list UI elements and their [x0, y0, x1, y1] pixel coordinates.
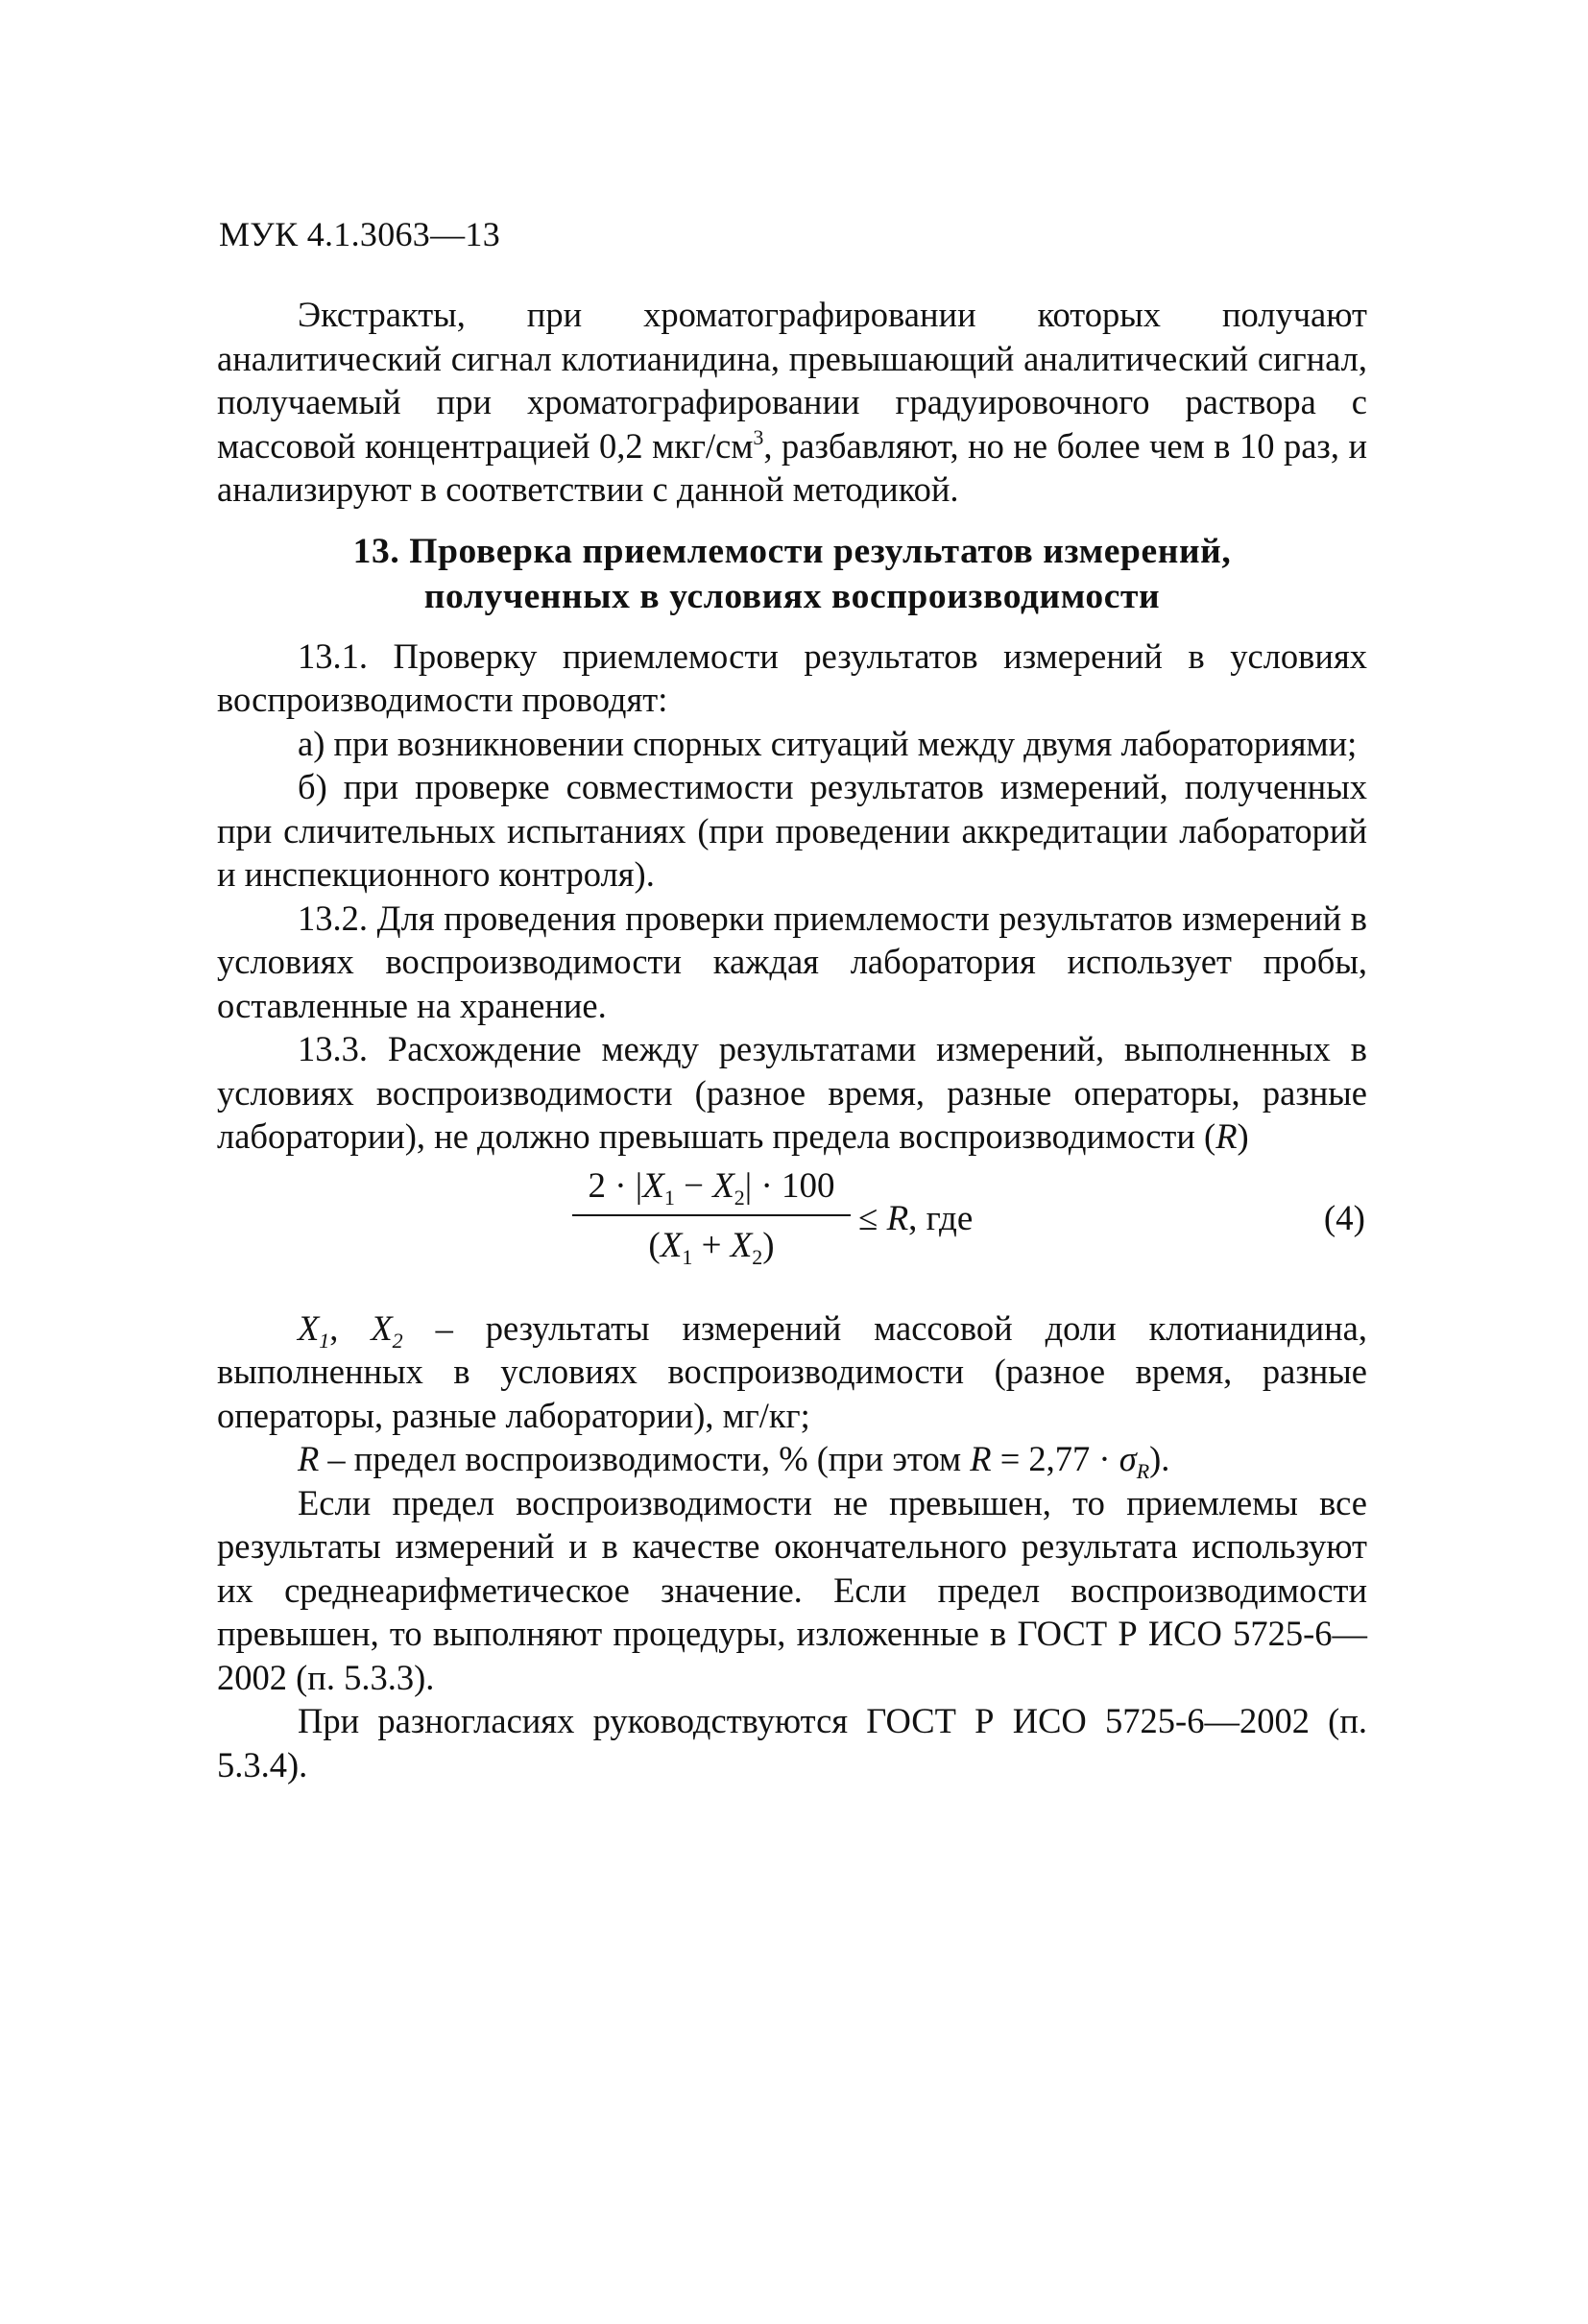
def-separator: , — [329, 1307, 372, 1348]
section-title-line-2: полученных в условиях воспроизводимости — [423, 576, 1161, 616]
document-header: МУК 4.1.3063—13 — [219, 215, 501, 253]
formula-symbol-r: R — [886, 1198, 909, 1238]
minus-sign: − — [674, 1165, 713, 1206]
def-r-close: ). — [1149, 1439, 1170, 1478]
def-x-text: – результаты измерений массовой доли клотианидина, выполненных в условиях воспроизводимости (разное время, разные операторы, разные лаборатории), мг/кг; — [217, 1307, 1368, 1435]
closing-paragraph-1: Если предел воспроизводимости не превышен, то приемлемы все результаты измерений и в качестве окончательного результата используют их среднеарифметическое значение. Если предел воспроизводимости превышен, то выполняют процедуры, изложенные в ГОСТ Р ИСО 5725-6—2002 (п. 5.3.3). — [217, 1482, 1367, 1697]
paragraph-13-3-text: 13.3. Расхождение между результатами измерений, выполненных в условиях воспроизводимости (разное время, разные операторы, разные лаборатории), не должно превышать предела воспроизводимости ( — [217, 1029, 1367, 1156]
den-var-x1: X — [660, 1225, 683, 1265]
numerator-suffix: | · 100 — [744, 1165, 835, 1206]
numerator-prefix: 2 · | — [588, 1165, 643, 1206]
intro-superscript: 3 — [753, 424, 764, 449]
definition-x — [217, 1306, 1367, 1438]
def-var-x2: X — [371, 1307, 393, 1348]
paren-open: ( — [648, 1225, 661, 1265]
symbol-r: R — [1215, 1116, 1238, 1156]
formula-denominator — [572, 1216, 851, 1268]
var-x1: X — [642, 1165, 664, 1206]
paragraph-13-3-end: ) — [1237, 1116, 1249, 1156]
def-sigma-sub: R — [1136, 1459, 1150, 1483]
plus-sign: + — [692, 1225, 731, 1265]
section-title — [217, 529, 1367, 619]
formula-4 — [217, 1164, 1367, 1297]
formula-numerator — [572, 1164, 851, 1216]
intro-text-2: , разбавляют, но не более чем в 10 раз, и анализируют в соответствии с данной методикой. — [217, 425, 1367, 509]
document-body — [217, 293, 1367, 1786]
def-symbol-r: R — [298, 1439, 320, 1478]
formula-fraction — [572, 1164, 851, 1268]
den-sub-1: 1 — [682, 1244, 693, 1269]
section-title-line-1: 13. Проверка приемлемости результатов измерений, — [352, 531, 1232, 571]
def-var-x1: X — [298, 1307, 320, 1348]
def-sub-2: 2 — [392, 1328, 403, 1353]
paren-close: ) — [762, 1225, 775, 1265]
sub-1: 1 — [663, 1185, 675, 1210]
closing-paragraph-2: При разногласиях руководствуются ГОСТ Р ИСО 5725-6—2002 (п. 5.3.4). — [217, 1701, 1367, 1785]
sub-2: 2 — [734, 1185, 745, 1210]
def-symbol-r-2: R — [970, 1439, 992, 1478]
den-sub-2: 2 — [752, 1244, 763, 1269]
equation-number: (4) — [1323, 1198, 1365, 1238]
less-equal-sign: ≤ — [858, 1198, 887, 1238]
definition-r — [217, 1437, 1367, 1481]
paragraph-13-1: 13.1. Проверку приемлемости результатов измерений в условиях воспроизводимости проводят: — [217, 635, 1367, 719]
def-sigma: σ — [1119, 1439, 1137, 1478]
paragraph-13-2: 13.2. Для проведения проверки приемлемости результатов измерений в условиях воспроизводимости каждая лаборатория использует пробы, оставленные на хранение. — [217, 898, 1367, 1025]
list-item-b: б) при проверке совместимости результатов измерений, полученных при сличительных испытаниях (при проведении аккредитации лабораторий и инспекционного контроля). — [217, 767, 1367, 894]
def-r-equation: = 2,77 · — [991, 1439, 1119, 1478]
intro-paragraph — [217, 293, 1367, 512]
formula-where: , где — [908, 1198, 974, 1238]
intro-text-1: Экстракты, при хроматографировании которых получают аналитический сигнал клотианидина, превышающий аналитический сигнал, получаемый при хроматографировании градуировочного раствора с массовой концентрацией 0,2 мкг/см — [217, 295, 1367, 466]
def-r-text: – предел воспроизводимости, % (при этом — [319, 1439, 971, 1478]
list-item-a: а) при возникновении спорных ситуаций между двумя лабораториями; — [298, 723, 1358, 763]
formula-relation — [858, 1197, 973, 1241]
var-x2: X — [712, 1165, 734, 1206]
def-sub-1: 1 — [319, 1328, 330, 1353]
paragraph-13-3 — [217, 1027, 1367, 1159]
den-var-x2: X — [730, 1225, 753, 1265]
